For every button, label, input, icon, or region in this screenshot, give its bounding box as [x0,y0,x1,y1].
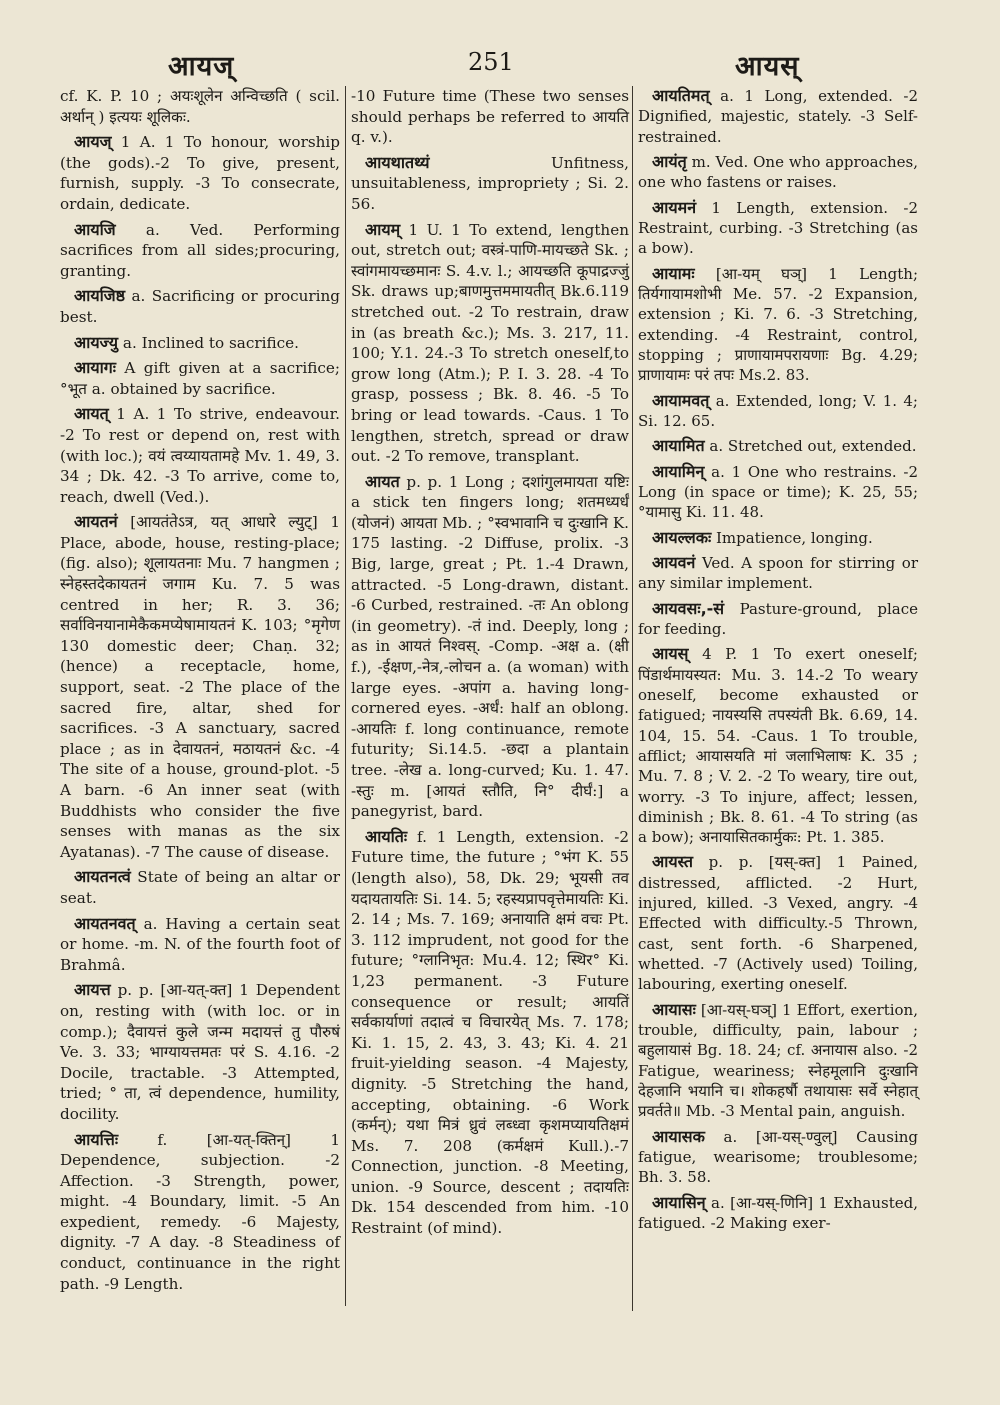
entry-text: a. [आ-यस्-णिनि] 1 Exhausted, fatigued. -2 Making exer- [638,1193,918,1233]
dictionary-entry [638,852,918,994]
entry-headword: आयज् [74,132,112,152]
entry-text: a. Having a certain seat or home. -m. N. of the fourth foot of Brahmâ. [60,914,340,974]
dictionary-entry [351,472,629,822]
entry-text: 1 Length, extension. -2 Restraint, curbing. -3 Stretching (as a bow). [638,198,918,258]
entry-text: Impatience, longing. [711,528,873,547]
entry-headword: आयजिष्ठ [74,286,126,306]
entry-headword: आयवसः,-सं [652,598,725,618]
entry-headword: आयत् [74,404,109,424]
entry-headword: आयत्तिः [74,1129,119,1149]
entry-text: 1 U. 1 To extend, lengthen out, stretch out; वस्त्रं-पाणि-मायच्छते Sk. ; स्वांगमायच्छमानः S. 4.v. l.; आयच्छति कूपाद्रज्जुं Sk. draws up;बाणमुत्तममायतीत् Bk.6.119 stretched out. -2 To restrain, draw in (as breath &c.); Ms. 3. 217, 11. 100; Y.1. 24.-3 To stretch oneself,to grow long (Atm.); P. I. 3. 28. -4 To grasp, possess ; Bk. 8. 46. -5 To bring or lead towards. -Caus. 1 To lengthen, stretch, spread or draw out. -2 To remove, transplant. [351,220,629,466]
entry-headword: आयामिन् [652,461,705,481]
dictionary-entry [60,86,340,127]
dictionary-entry [60,980,340,1124]
entry-headword: आयजि [74,219,116,239]
entry-headword: आयस्त [652,852,693,872]
entry-headword: आयवनं [652,552,696,572]
entry-text: 1 A. 1 To honour, worship (the gods).-2 To give, present, furnish, supply. -3 To consecrate, ordain, dedicate. [60,133,340,213]
entry-text: cf. K. P. 10 ; अयःशूलेन अन्विच्छति ( scil. अर्थान् ) इत्ययः शूलिकः. [60,87,340,126]
entry-headword: आयत्त [74,980,111,1000]
dictionary-entry [638,528,918,548]
dictionary-entry [638,1193,918,1234]
entry-text: a. Extended, long; V. 1. 4; Si. 12. 65. [638,391,918,430]
dictionary-entry [638,599,918,640]
dictionary-entry [638,86,918,147]
entry-headword: आयासक [652,1126,705,1146]
dictionary-entry [351,86,629,148]
column-3 [632,86,918,1311]
entry-text: [आ-यस्-घञ्] 1 Effort, exertion, trouble, difficulty, pain, labour ; बहुलायासं Bg. 18. 24; cf. अनायास also. -2 Fatigue, weariness; स्नेहमूलानि दुःखानि देहजानि भयानि च। शोकहर्षौ तथायासः सर्वे स्नेहात् प्रवर्तते॥ Mb. -3 Mental pain, anguish. [638,1000,918,1121]
right-guide-word: आयस् [735,51,800,82]
dictionary-entry [351,827,629,1239]
entry-headword: आयतनत्वं [74,867,131,887]
entry-text: a. Ved. Performing sacrifices from all sides;procuring, granting. [60,220,340,280]
entry-text: A gift given at a sacrifice; °भूत a. obtained by sacrifice. [60,359,340,398]
entry-headword: आयज्यु [74,332,119,352]
entry-text: p. p. [आ-यत्-क्त] 1 Dependent on, resting with (with loc. or in comp.); दैवायत्तं कुले जन्म मदायत्तं तु पौरुषं Ve. 3. 33; भाग्यायत्तमतः परं S. 4.16. -2 Docile, tractable. -3 Attempted, tried; ° ता, त्वं dependence, humility, docility. [60,981,340,1123]
entry-headword: आयंतृ [652,151,687,171]
column-1 [60,86,340,1299]
entry-text: Ved. A spoon for stirring or any similar implement. [638,553,918,593]
entry-headword: आयतिः [365,826,408,846]
entry-headword: आयतनवत् [74,913,136,933]
entry-text: -10 Future time (These two senses should perhaps be referred to आयति q. v.). [351,87,629,147]
entry-text: 4 P. 1 To exert oneself; पिंडार्थमायस्यत: Mu. 3. 14.-2 To weary oneself, become exhausted or fatigued; नायस्यसि तपस्यंती Bk. 6.69, 14. 104, 15. 54. -Caus. 1 To trouble, afflict; आयासयति मां जलाभिलाषः K. 35 ; Mu. 7. 8 ; V. 2. -2 To weary, tire out, worry. -3 To injure, affect; lessen, diminish ; Bk. 8. 61. -4 To string (as a bow); अनायासितकार्मुकः: Pt. 1. 385. [638,645,918,847]
dictionary-entry [60,404,340,507]
column-2 [345,86,629,1306]
dictionary-entry [638,264,918,386]
entry-headword: आयम् [365,219,401,239]
dictionary-entry [638,553,918,594]
entry-headword: आयमनं [652,197,697,217]
page-number: 251 [468,48,514,76]
entry-text: p. p. 1 Long ; दशांगुलमायता यष्टिः a stick ten fingers long; शतमध्यर्धं (योजनं) आयता Mb. ; °स्वभावानि च दुःखानि K. 175 lasting. -2 Diffuse, prolix. -3 Big, large, great ; Pt. 1.-4 Drawn, attracted. -5 Long-drawn, distant. -6 Curbed, restrained. -तः An oblong (in geometry). -तं ind. Deeply, long ; as in आयतं निश्वस्. -Comp. -अक्ष a. (क्षी f.), -ईक्षण,-नेत्र,-लोचन a. (a woman) with large eyes. -अपांग a. having long-cornered eyes. -अर्धं: half an oblong. -आयतिः f. long continuance, remote futurity; Si.14.5. -छदा a plantain tree. -लेख a. long-curved; Ku. 1. 47. -स्तुः m. [आयतं स्तौति, नि° दीर्घं:] a panegyrist, bard. [351,472,629,821]
entry-text: a. 1 One who restrains. -2 Long (in space or time); K. 25, 55; °यामासु Ki. 11. 48. [638,462,918,522]
entry-text: a. Inclined to sacrifice. [118,333,299,352]
entry-text: a. [आ-यस्-ण्वुल्] Causing fatigue, wearisome; troublesome; Bh. 3. 58. [638,1127,918,1187]
entry-headword: आयामवत् [652,390,710,410]
entry-headword: आयतनं [74,512,118,532]
entry-text: 1 A. 1 To strive, endeavour. -2 To rest or depend on, rest with (with loc.); वयं त्वय्यायतामहे Mv. 1. 49, 3. 34 ; Dk. 42. -3 To arrive, come to, reach, dwell (Ved.). [60,405,340,506]
entry-headword: आयामित [652,436,705,456]
dictionary-entry [638,1000,918,1122]
entry-headword: आयासिन् [652,1192,706,1212]
entry-headword: आयस् [652,644,689,664]
dictionary-entry [60,867,340,908]
dictionary-entry [60,358,340,399]
entry-headword: आयथातथ्यं [365,152,430,172]
entry-headword: आयासः [652,999,696,1019]
dictionary-entry [60,512,340,862]
dictionary-entry [351,220,629,467]
left-guide-word: आयज् [168,51,235,82]
entry-text: p. p. [यस्-क्त] 1 Pained, distressed, afflicted. -2 Hurt, injured, killed. -3 Vexed, angry. -4 Effected with difficulty.-5 Thrown, cast, sent forth. -6 Sharpened, whetted. -7 (Actively used) Toiling, labouring, exerting oneself. [638,853,918,994]
dictionary-entry [638,436,918,456]
dictionary-entry [638,198,918,259]
dictionary-entry [60,1130,340,1295]
entry-headword: आयामः [652,263,695,283]
entry-headword: आयागः [74,358,117,378]
page-header [0,42,1000,82]
entry-text: State of being an altar or seat. [60,868,340,907]
entry-text: Pasture-ground, place for feeding. [638,599,918,638]
entry-text: m. Ved. One who approaches, one who fastens or raises. [638,152,918,192]
dictionary-entry [638,391,918,432]
dictionary-entry [638,462,918,523]
dictionary-entry [60,914,340,976]
entry-text: [आयतंतेऽत्र, यत् आधारे ल्युट्] 1 Place, abode, house, resting-place; (fig. also); शूलायतनाः Mu. 7 hangmen ; स्नेहस्तदेकायतनं जगाम Ku. 7. 5 was centred in her; R. 3. 36; सर्वाविनयानामेकैकमप्येषामायतनं K. 103; °मृगेण 130 domestic deer; Chaṇ. 32; (hence) a receptacle, home, support, seat. -2 The place of the sacred fire, altar, shed for sacrifices. -3 A sanctuary, sacred place ; as in देवायतनं, मठायतनं &c. -4 The site of a house, ground-plot. -5 A barn. -6 An inner seat (with Buddhists who consider the five senses with manas as the six Ayatanas). -7 The cause of disease. [60,513,340,861]
dictionary-entry [60,132,340,214]
entry-text: a. 1 Long, extended. -2 Dignified, majestic, stately. -3 Self-restrained. [638,87,918,146]
entry-text: f. 1 Length, extension. -2 Future time, the future ; °भंग K. 55 (length also), 58, Dk. 29; भूयसी तव यदायतायतिः Si. 14. 5; रहस्यप्रापवृत्तेमायतिः Ki. 2. 14 ; Ms. 7. 169; अनायाति क्षमं वचः Pt. 3. 112 imprudent, not good for the future; °ग्लानिभृत: Mu.4. 12; स्थिर° Ki. 1,23 permanent. -3 Future consequence or result; आयतिं सर्वकार्याणां तदात्वं च विचारयेत् Ms. 7. 178; Ki. 1. 15, 2. 43, 3. 43; Ki. 4. 21 fruit-yielding season. -4 Majesty, dignity. -5 Stretching the hand, accepting, obtaining. -6 Work (कर्मन्); यथा मित्रं ध्रुवं लब्ध्वा कृशमप्यायतिक्षमं Ms. 7. 208 (कर्मक्षमं Kull.).-7 Connection, junction. -8 Meeting, union. -9 Source, descent ; तदायतिः Dk. 154 descended from him. -10 Restraint (of mind). [351,827,629,1238]
dictionary-entry [638,152,918,193]
dictionary-entry [638,644,918,847]
entry-text: a. Sacrificing or procuring best. [60,287,340,326]
dictionary-entry [60,333,340,354]
entry-headword: आयत [365,471,400,491]
entry-headword: आयतिमत् [652,86,710,105]
entry-text: Unfitness, unsuitableness, impropriety ; Si. 2. 56. [351,153,629,213]
entry-text: f. [आ-यत्-क्तिन्] 1 Dependence, subjection. -2 Affection. -3 Strength, power, might. -4 Boundary, limit. -5 An expedient, remedy. -6 Majesty, dignity. -7 A day. -8 Steadiness of conduct, continuance in the right path. -9 Length. [60,1130,340,1293]
entry-headword: आयल्लकः [652,527,712,547]
entry-text: a. Stretched out, extended. [704,437,917,456]
entry-text: [आ-यम् घञ्] 1 Length; तिर्यगायामशोभी Me. 57. -2 Expansion, extension ; Ki. 7. 6. -3 Stretching, extending. -4 Restraint, control, stopping ; प्राणायामपरायणाः Bg. 4.29; प्राणायामः परं तपः Ms.2. 83. [638,264,918,385]
dictionary-entry [638,1127,918,1188]
dictionary-entry [351,153,629,215]
dictionary-entry [60,286,340,327]
dictionary-entry [60,220,340,282]
